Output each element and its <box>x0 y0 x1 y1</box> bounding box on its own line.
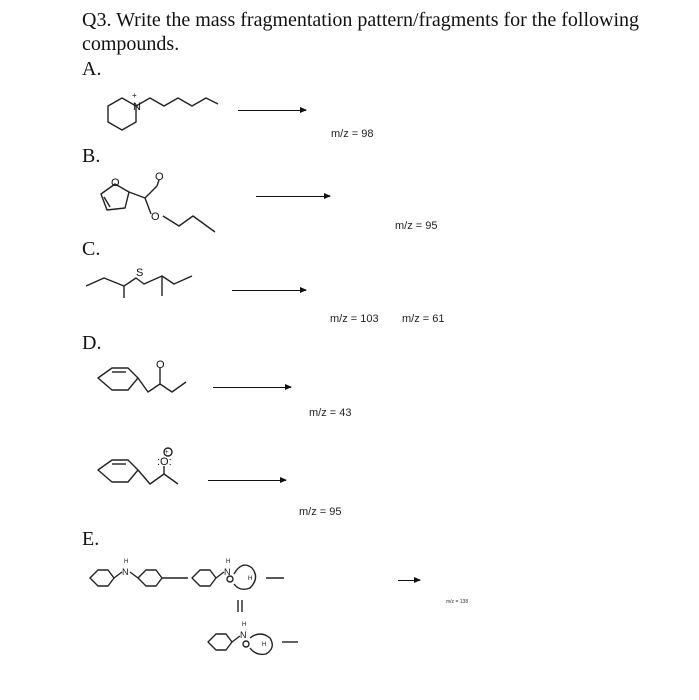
carbonyl-chain <box>129 186 157 198</box>
part-d-mz-1: m/z = 43 <box>309 407 352 419</box>
part-c-label: C. <box>82 238 101 260</box>
part-e-label: E. <box>82 528 100 550</box>
transferred-hydrogen: H <box>248 576 253 582</box>
lower-hydrogen: H <box>242 622 247 628</box>
ionized-bond <box>216 572 224 578</box>
sulfur-atom: S <box>136 267 144 279</box>
part-c-arrow <box>232 290 306 291</box>
ketone-chain <box>138 378 186 392</box>
part-d-label: D. <box>82 332 102 354</box>
part-e-structures <box>84 550 334 660</box>
cyclohexyl-ring-1 <box>90 570 114 586</box>
part-a-arrow <box>238 110 306 111</box>
part-e-mz: m/z = 138 <box>446 599 469 605</box>
cyclohexene-ring-2 <box>98 460 138 482</box>
amine-hydrogen: H <box>124 559 129 565</box>
part-a-label: A. <box>82 58 102 80</box>
ionized-hydrogen: H <box>226 559 231 565</box>
part-b-mz: m/z = 95 <box>395 220 438 232</box>
piperidinium-ring <box>108 98 136 130</box>
part-d-arrow-2 <box>208 480 286 481</box>
nitrogen-atom: N <box>133 101 141 113</box>
furan-oxygen: O <box>111 177 120 189</box>
part-b-label: B. <box>82 145 101 167</box>
ester-oxygen: O <box>151 211 160 223</box>
ionized-nitrogen: N <box>224 567 231 577</box>
carbonyl-oxygen: O <box>155 171 164 183</box>
lower-charge-circle <box>243 641 249 647</box>
cyclohexene-ring <box>98 368 138 390</box>
part-c-mz-2: m/z = 61 <box>402 313 445 325</box>
part-d-arrow-1 <box>213 387 291 388</box>
oxonium-chain <box>138 470 178 484</box>
part-a-mz: m/z = 98 <box>331 128 374 140</box>
lower-nitrogen: N <box>240 630 247 640</box>
part-c-mz-1: m/z = 103 <box>330 313 379 325</box>
ethyl-chain <box>163 216 215 232</box>
ionized-ring <box>192 570 216 586</box>
alkyl-chain <box>136 98 218 106</box>
charge-plus: + <box>132 91 137 100</box>
lower-transferred-hydrogen: H <box>262 642 267 648</box>
part-e-arrow <box>398 580 420 581</box>
lower-ring <box>208 634 232 650</box>
question-title: Q3. Write the mass fragmentation pattern/fragments for the following compounds. <box>82 9 640 55</box>
amine-bond-1 <box>114 572 122 578</box>
part-c-structure <box>80 262 200 302</box>
amine-bond-2 <box>130 572 138 578</box>
part-d-mz-2: m/z = 95 <box>299 506 342 518</box>
part-d-oxonium-structure <box>94 450 204 496</box>
oxonium-oxygen: :O: <box>157 456 172 468</box>
part-b-arrow <box>256 196 330 197</box>
amine-nitrogen: N <box>122 567 129 577</box>
charge-plus-d: + <box>165 450 169 456</box>
ketone-oxygen: O <box>156 359 165 371</box>
part-b-structure <box>93 170 233 242</box>
part-a-structure <box>96 86 226 136</box>
part-d-structure <box>94 360 204 404</box>
cyclohexyl-ring-2 <box>138 570 162 586</box>
lower-bond <box>232 636 240 642</box>
